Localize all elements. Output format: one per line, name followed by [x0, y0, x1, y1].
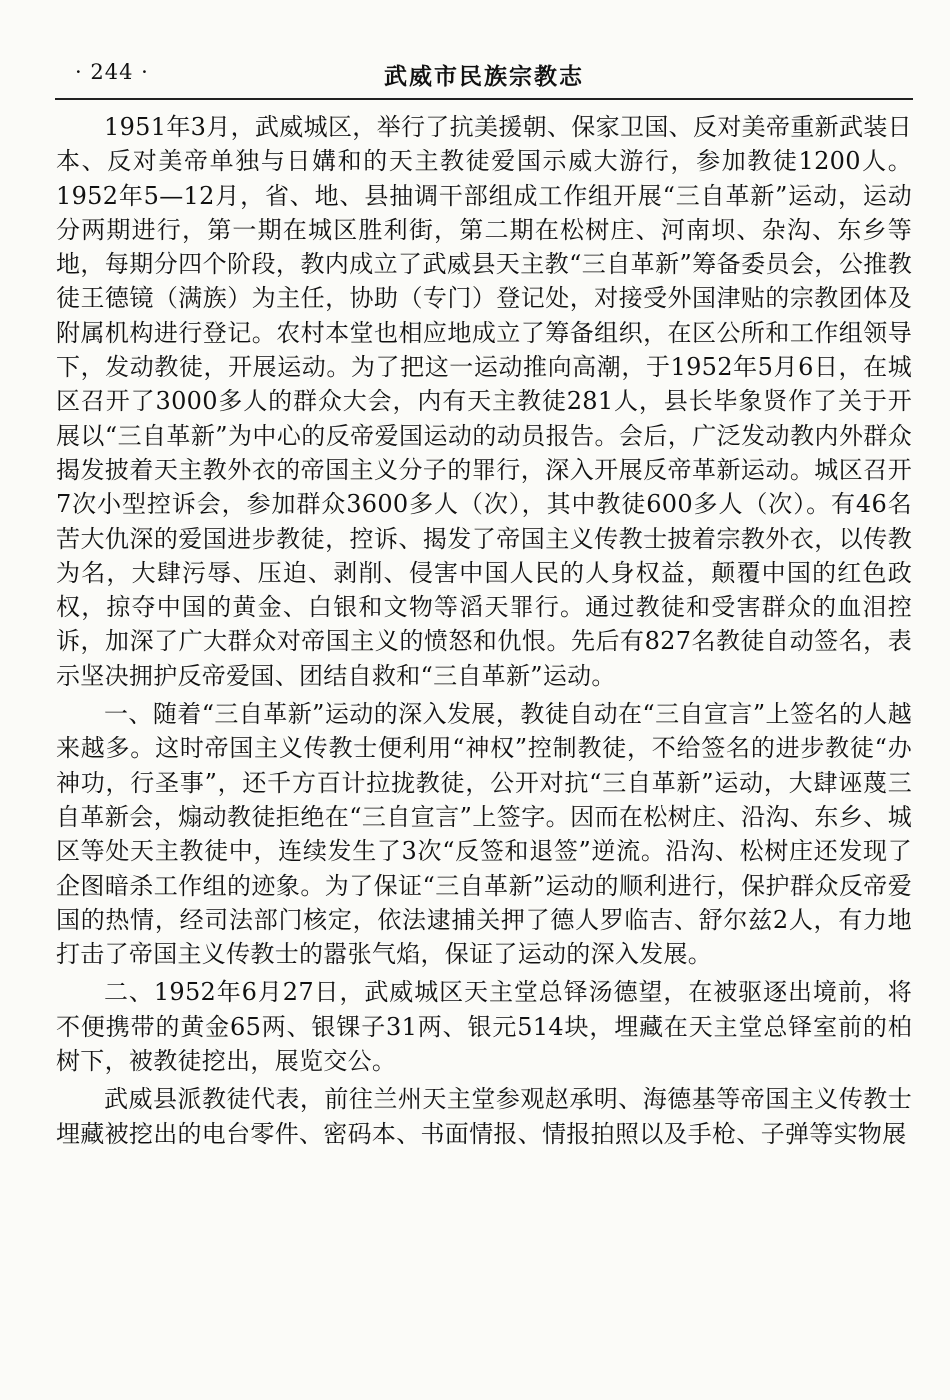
page-number: · 244 ·	[75, 60, 149, 84]
body-text	[56, 110, 912, 1151]
book-title: 武威市民族宗教志	[384, 63, 584, 90]
paragraph-3: 二、1952年6月27日，武威城区天主堂总铎汤德望，在被驱逐出境前，将不便携带的黄金65两、银锞子31两、银元514块，埋藏在天主堂总铎室前的柏树下，被教徒挖出，展览交公。	[56, 978, 912, 1076]
paragraph-2: 一、随着“三自革新”运动的深入发展，教徒自动在“三自宣言”上签名的人越来越多。这时帝国主义传教士便利用“神权”控制教徒，不给签名的进步教徒“办神功，行圣事”，还千方百计拉拢教徒，公开对抗“三自革新”运动，大肆诬蔑三自革新会，煽动教徒拒绝在“三自宣言”上签字。因而在松树庄、沿沟、东乡、城区等处天主教徒中，连续发生了3次“反签和退签”逆流。沿沟、松树庄还发现了企图暗杀工作组的迹象。为了保证“三自革新”运动的顺利进行，保护群众反帝爱国的热情，经司法部门核定，依法逮捕关押了德人罗临吉、舒尔兹2人，有力地打击了帝国主义传教士的嚣张气焰，保证了运动的深入发展。	[56, 700, 912, 969]
page-header	[55, 58, 913, 94]
header-divider	[55, 98, 913, 100]
paragraph-4: 武威县派教徒代表，前往兰州天主堂参观赵承明、海德基等帝国主义传教士埋藏被挖出的电台零件、密码本、书面情报、情报拍照以及手枪、子弹等实物展	[56, 1085, 912, 1148]
paragraph-1: 1951年3月，武威城区，举行了抗美援朝、保家卫国、反对美帝重新武装日本、反对美帝单独与日媾和的天主教徒爱国示威大游行，参加教徒1200人。1952年5—12月，省、地、县抽调干部组成工作组开展“三自革新”运动，运动分两期进行，第一期在城区胜利街，第二期在松树庄、河南坝、杂沟、东乡等地，每期分四个阶段，教内成立了武威县天主教“三自革新”筹备委员会，公推教徒王德镜（满族）为主任，协助（专门）登记处，对接受外国津贴的宗教团体及附属机构进行登记。农村本堂也相应地成立了筹备组织，在区公所和工作组领导下，发动教徒，开展运动。为了把这一运动推向高潮，于1952年5月6日，在城区召开了3000多人的群众大会，内有天主教徒281人，县长毕象贤作了关于开展以“三自革新”为中心的反帝爱国运动的动员报告。会后，广泛发动教内外群众揭发披着天主教外衣的帝国主义分子的罪行，深入开展反帝革新运动。城区召开7次小型控诉会，参加群众3600多人（次），其中教徒600多人（次）。有46名苦大仇深的爱国进步教徒，控诉、揭发了帝国主义传教士披着宗教外衣，以传教为名，大肆污辱、压迫、剥削、侵害中国人民的人身权益，颠覆中国的红色政权，掠夺中国的黄金、白银和文物等滔天罪行。通过教徒和受害群众的血泪控诉，加深了广大群众对帝国主义的愤怒和仇恨。先后有827名教徒自动签名，表示坚决拥护反帝爱国、团结自救和“三自革新”运动。	[56, 113, 912, 690]
